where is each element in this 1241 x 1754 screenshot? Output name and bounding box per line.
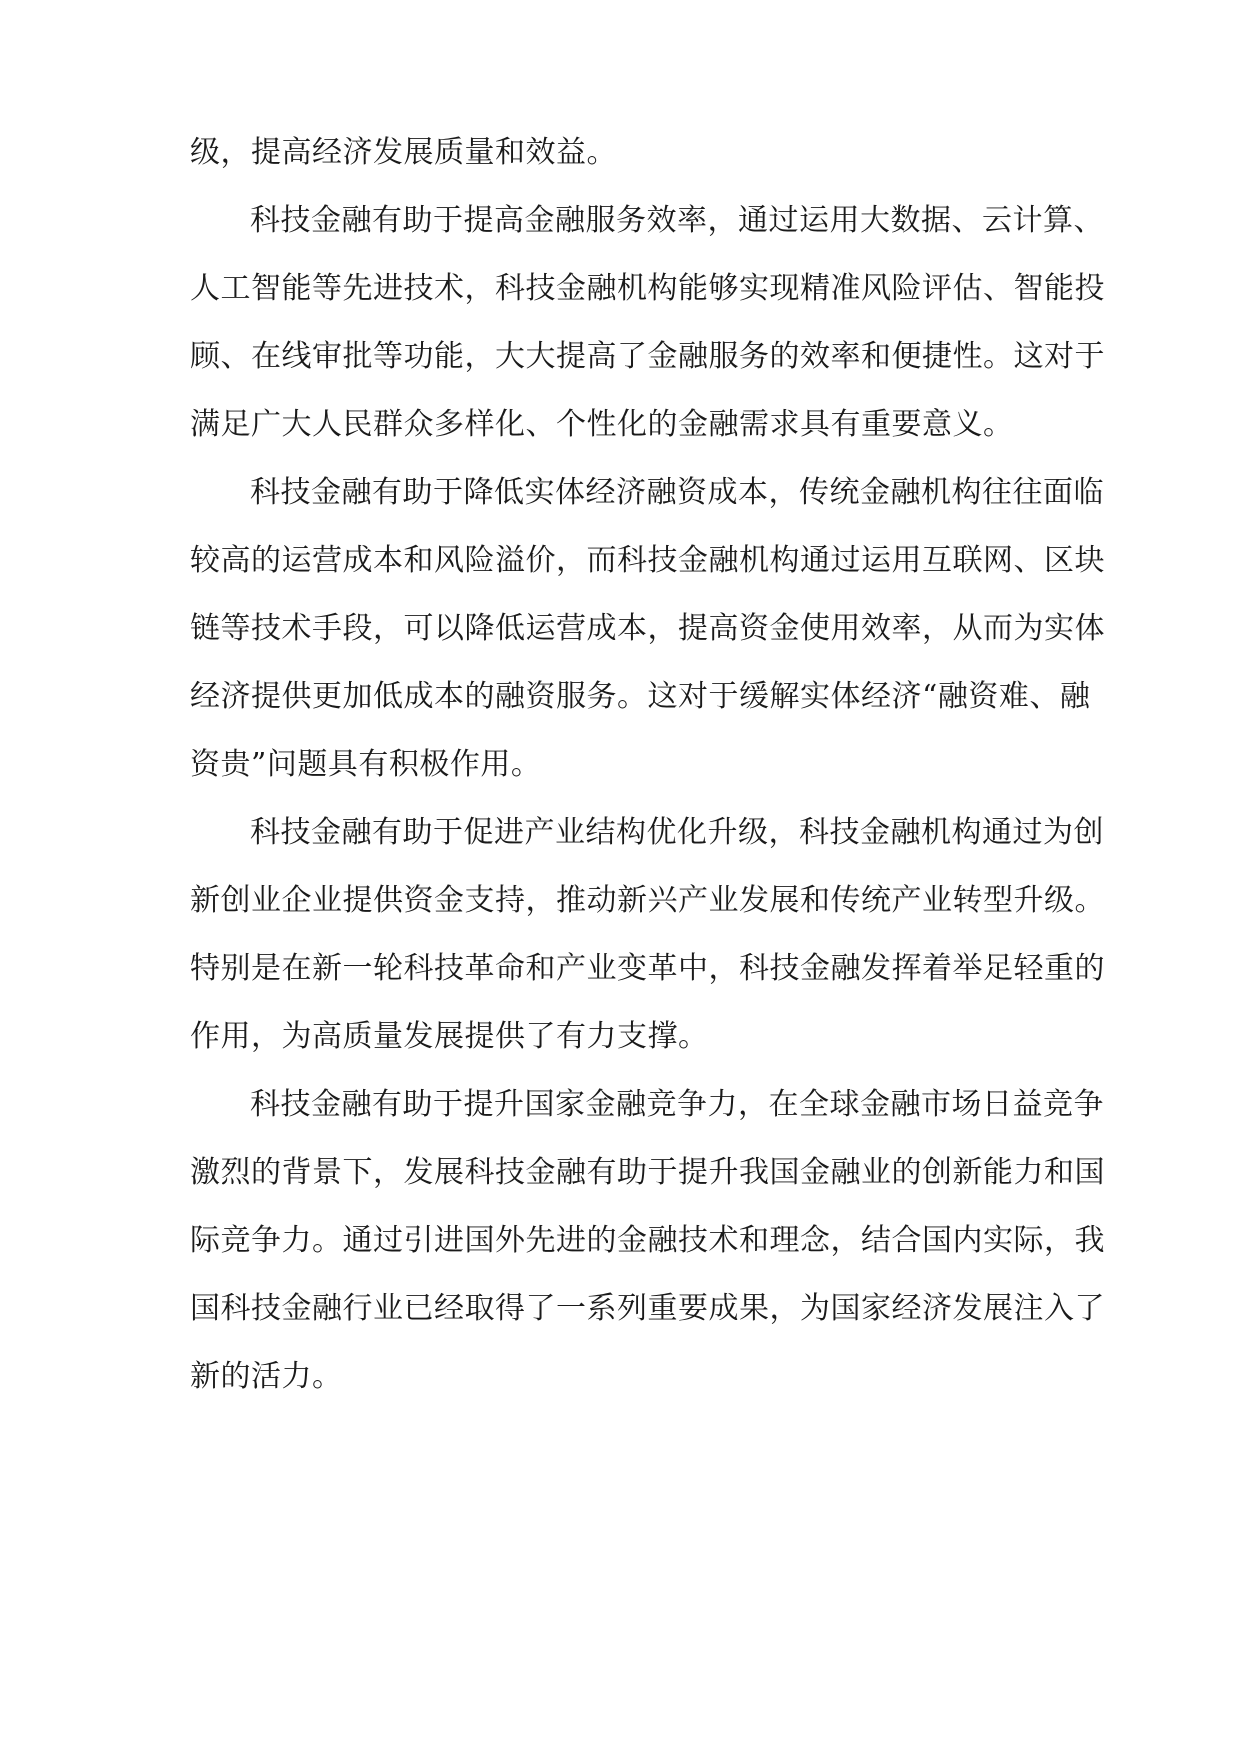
paragraph-5-line-2: 激烈的背景下，发展科技金融有助于提升我国金融业的创新能力和国	[190, 1155, 1105, 1190]
paragraph-4-line-2: 新创业企业提供资金支持，推动新兴产业发展和传统产业转型升级。	[190, 883, 1105, 918]
paragraph-2-line-1: 科技金融有助于提高金融服务效率，通过运用大数据、云计算、	[250, 203, 1104, 238]
paragraph-3-line-1: 科技金融有助于降低实体经济融资成本，传统金融机构往往面临	[250, 475, 1104, 510]
paragraph-5-line-5: 新的活力。	[190, 1359, 343, 1394]
paragraph-3-line-5: 资贵”问题具有积极作用。	[190, 747, 542, 782]
paragraph-3-line-4: 经济提供更加低成本的融资服务。这对于缓解实体经济“融资难、融	[190, 679, 1091, 714]
paragraph-1-line-1: 级，提高经济发展质量和效益。	[190, 135, 617, 170]
paragraph-3-line-2: 较高的运营成本和风险溢价，而科技金融机构通过运用互联网、区块	[190, 543, 1105, 578]
paragraph-4-line-4: 作用，为高质量发展提供了有力支撑。	[190, 1019, 709, 1054]
paragraph-5-line-4: 国科技金融行业已经取得了一系列重要成果，为国家经济发展注入了	[190, 1291, 1105, 1326]
paragraph-5-line-3: 际竞争力。通过引进国外先进的金融技术和理念，结合国内实际，我	[190, 1223, 1105, 1258]
paragraph-2-line-2: 人工智能等先进技术，科技金融机构能够实现精准风险评估、智能投	[190, 271, 1105, 306]
paragraph-4-line-3: 特别是在新一轮科技革命和产业变革中，科技金融发挥着举足轻重的	[190, 951, 1105, 986]
paragraph-2-line-3: 顾、在线审批等功能，大大提高了金融服务的效率和便捷性。这对于	[190, 339, 1105, 374]
paragraph-4-line-1: 科技金融有助于促进产业结构优化升级，科技金融机构通过为创	[250, 815, 1104, 850]
paragraph-2-line-4: 满足广大人民群众多样化、个性化的金融需求具有重要意义。	[190, 407, 1014, 442]
paragraph-5-line-1: 科技金融有助于提升国家金融竞争力，在全球金融市场日益竞争	[250, 1087, 1104, 1122]
paragraph-3-line-3: 链等技术手段，可以降低运营成本，提高资金使用效率，从而为实体	[190, 611, 1105, 646]
